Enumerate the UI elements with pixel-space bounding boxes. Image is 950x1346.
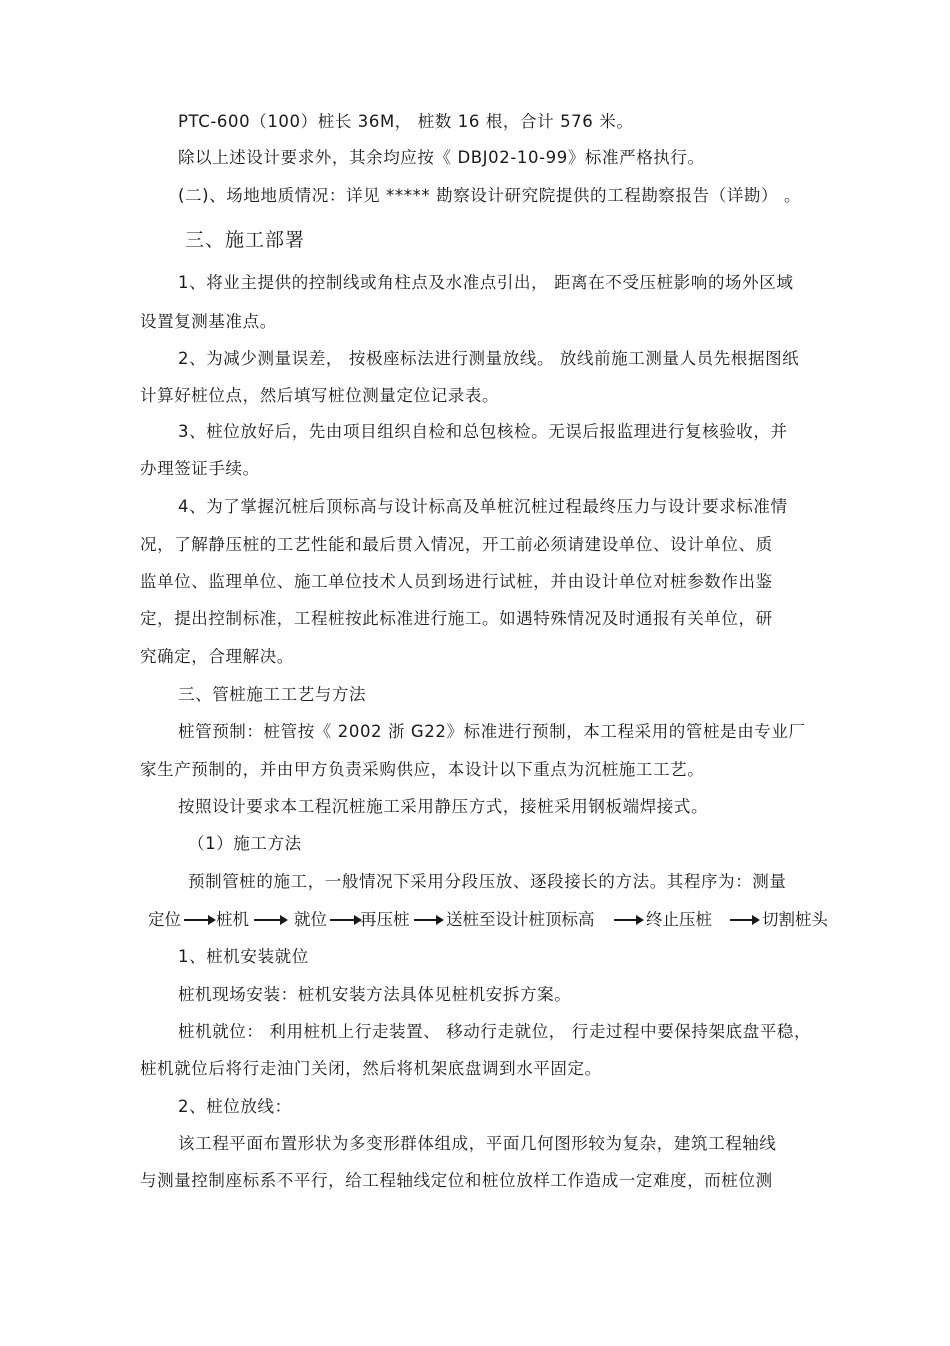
paragraph-line: 3、桩位放好后，先由项目组织自检和总包核检。无误后报监理进行复核验收，并 bbox=[178, 422, 788, 441]
subsection-heading: 1、桩机安装就位 bbox=[178, 947, 309, 966]
flow-step: 定位 bbox=[148, 910, 181, 929]
arrow-right-icon bbox=[184, 919, 210, 921]
paragraph-line: 2、为减少测量误差， 按极座标法进行测量放线。 放线前施工测量人员先根据图纸 bbox=[178, 349, 800, 368]
section-heading: 三、施工部署 bbox=[185, 229, 306, 251]
paragraph-line: 除以上述设计要求外，其余均应按《 DBJ02-10-99》标准严格执行。 bbox=[178, 148, 705, 167]
section-heading: 三、管桩施工工艺与方法 bbox=[178, 685, 367, 704]
arrow-right-icon bbox=[614, 919, 638, 921]
paragraph-line: 预制管桩的施工，一般情况下采用分段压放、逐段接长的方法。其程序为：测量 bbox=[188, 872, 787, 891]
paragraph-line: 计算好桩位点，然后填写桩位测量定位记录表。 bbox=[140, 386, 500, 405]
paragraph-line: PTC-600（100）桩长 36M， 桩数 16 根，合计 576 米。 bbox=[178, 112, 634, 131]
subsection-heading: 2、桩位放线： bbox=[178, 1097, 292, 1116]
arrow-right-icon bbox=[254, 919, 282, 921]
flow-step: 桩机 bbox=[216, 910, 249, 929]
paragraph-line: 设置复测基准点。 bbox=[140, 312, 277, 331]
flow-step: 再压桩 bbox=[360, 910, 410, 929]
arrow-right-icon bbox=[730, 919, 754, 921]
paragraph-line: 桩机就位： 利用桩机上行走装置、 移动行走就位， 行走过程中要保持架底盘平稳， bbox=[178, 1022, 812, 1041]
paragraph-line: 该工程平面布置形状为多变形群体组成，平面几何图形较为复杂，建筑工程轴线 bbox=[178, 1134, 777, 1153]
process-flow bbox=[148, 907, 848, 933]
flow-step: 就位 bbox=[294, 910, 327, 929]
arrow-right-icon bbox=[414, 919, 438, 921]
paragraph-line: (二)、场地地质情况：详见 ***** 勘察设计研究院提供的工程勘察报告（详勘） 。 bbox=[178, 186, 802, 205]
paragraph-line: 家生产预制的，并由甲方负责采购供应，本设计以下重点为沉桩施工工艺。 bbox=[140, 760, 705, 779]
flow-step: 送桩至设计桩顶标高 bbox=[446, 910, 595, 929]
paragraph-line: 办理签证手续。 bbox=[140, 459, 260, 478]
paragraph-line: 按照设计要求本工程沉桩施工采用静压方式，接桩采用钢板端焊接式。 bbox=[178, 797, 709, 816]
paragraph-line: 况，了解静压桩的工艺性能和最后贯入情况，开工前必须请建设单位、设计单位、质 bbox=[140, 535, 773, 554]
paragraph-line: 4、为了掌握沉桩后顶标高与设计标高及单桩沉桩过程最终压力与设计要求标准情 bbox=[178, 497, 788, 516]
paragraph-line: 究确定，合理解决。 bbox=[140, 647, 294, 666]
paragraph-line: 桩机就位后将行走油门关闭，然后将机架底盘调到水平固定。 bbox=[140, 1059, 602, 1078]
paragraph-line: 监单位、监理单位、施工单位技术人员到场进行试桩，并由设计单位对桩参数作出鉴 bbox=[140, 572, 773, 591]
paragraph-line: 定，提出控制标准，工程桩按此标准进行施工。如遇特殊情况及时通报有关单位，研 bbox=[140, 609, 773, 628]
flow-step: 终止压桩 bbox=[646, 910, 712, 929]
paragraph-line: 桩管预制：桩管按《 2002 浙 G22》标准进行预制，本工程采用的管桩是由专业厂 bbox=[178, 722, 806, 741]
paragraph-line: 与测量控制座标系不平行，给工程轴线定位和桩位放样工作造成一定难度，而桩位测 bbox=[140, 1171, 773, 1190]
flow-step: 切割桩头 bbox=[762, 910, 828, 929]
paragraph-line: 桩机现场安装：桩机安装方法具体见桩机安拆方案。 bbox=[178, 985, 572, 1004]
subsection-heading: （1）施工方法 bbox=[188, 834, 302, 853]
paragraph-line: 1、将业主提供的控制线或角柱点及水准点引出， 距离在不受压桩影响的场外区域 bbox=[178, 273, 794, 292]
arrow-right-icon bbox=[330, 919, 356, 921]
